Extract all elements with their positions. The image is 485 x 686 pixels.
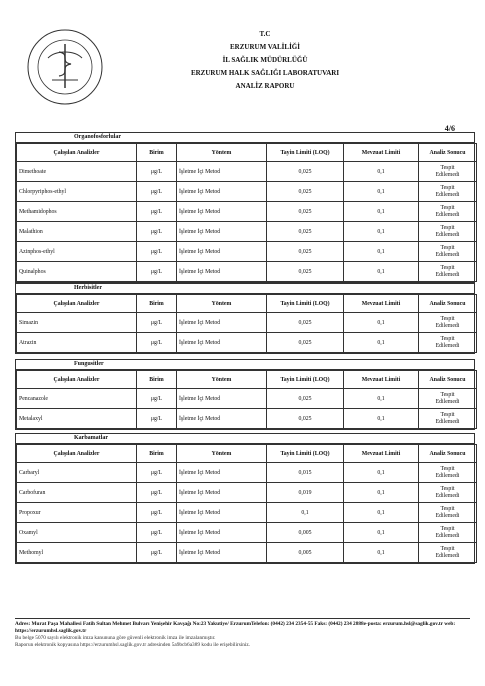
section-title: Organofosforlular [16,133,474,143]
header-line-mudurluk: İL SAĞLIK MÜDÜRLÜĞÜ [222,56,308,64]
column-header: Birim [137,295,177,313]
unit-cell: μg/L [137,182,177,202]
unit-cell: μg/L [137,483,177,503]
table-header-row [17,445,477,463]
result-line-2: Edilemedi [435,271,460,278]
regulation-limit-cell: 0,1 [344,463,419,483]
result-line-2: Edilemedi [435,231,460,238]
regulation-limit-cell: 0,1 [344,162,419,182]
table-row [17,242,477,262]
column-header: Mevzuat Limiti [344,144,419,162]
analyte-name: Methamidophos [17,202,137,222]
result-cell [419,313,477,333]
analyte-name: Azinphos-ethyl [17,242,137,262]
result-cell [419,543,477,563]
analyte-name: Methomyl [17,543,137,563]
analyte-name: Propoxur [17,503,137,523]
analysis-section [15,283,475,354]
result-cell [419,503,477,523]
method-cell: İşletme İçi Metod [177,543,267,563]
section-title: Karbamatlar [16,434,474,444]
table-header-row [17,371,477,389]
analyte-name: Carbaryl [17,463,137,483]
result-cell [419,333,477,353]
column-header: Mevzuat Limiti [344,295,419,313]
report-header [150,28,380,93]
column-header: Analiz Sonucu [419,445,477,463]
footer [15,618,470,649]
ministry-logo-icon [26,28,104,106]
regulation-limit-cell: 0,1 [344,333,419,353]
unit-cell: μg/L [137,242,177,262]
regulation-limit-cell: 0,1 [344,222,419,242]
table-header-row [17,295,477,313]
analyte-name: Pencanazole [17,389,137,409]
section-title: Herbisitler [16,284,474,294]
result-line-2: Edilemedi [435,492,460,499]
loq-cell: 0,015 [267,463,344,483]
table-header-row [17,144,477,162]
result-line-1: Tespit [440,465,455,472]
result-line-1: Tespit [440,391,455,398]
result-line-2: Edilemedi [435,171,460,178]
analysis-section [15,132,475,283]
loq-cell: 0,025 [267,313,344,333]
analyte-name: Carbofuran [17,483,137,503]
regulation-limit-cell: 0,1 [344,389,419,409]
table-row [17,463,477,483]
regulation-limit-cell: 0,1 [344,202,419,222]
column-header: Birim [137,445,177,463]
result-cell [419,202,477,222]
regulation-limit-cell: 0,1 [344,483,419,503]
table-row [17,222,477,242]
loq-cell: 0,025 [267,162,344,182]
table-row [17,202,477,222]
unit-cell: μg/L [137,409,177,429]
analyte-name: Dimethoate [17,162,137,182]
result-line-1: Tespit [440,525,455,532]
regulation-limit-cell: 0,1 [344,313,419,333]
column-header: Tayin Limiti (LOQ) [267,144,344,162]
analysis-table [16,370,477,429]
method-cell: İşletme İçi Metod [177,483,267,503]
analysis-table [16,143,477,282]
loq-cell: 0,025 [267,409,344,429]
analysis-table [16,444,477,563]
result-line-2: Edilemedi [435,322,460,329]
result-line-1: Tespit [440,184,455,191]
header-line-tc: T.C [259,30,271,38]
unit-cell: μg/L [137,262,177,282]
result-line-2: Edilemedi [435,418,460,425]
result-line-1: Tespit [440,204,455,211]
unit-cell: μg/L [137,202,177,222]
column-header: Çalışılan Analizler [17,144,137,162]
table-row [17,333,477,353]
column-header: Analiz Sonucu [419,144,477,162]
result-cell [419,483,477,503]
table-row [17,483,477,503]
result-cell [419,463,477,483]
result-cell [419,262,477,282]
unit-cell: μg/L [137,543,177,563]
analysis-section [15,433,475,564]
loq-cell: 0,025 [267,202,344,222]
result-line-1: Tespit [440,545,455,552]
result-line-2: Edilemedi [435,211,460,218]
footer-verification-note: Raporun elektronik kopyasına https://erzurumhsl.saglik.gov.tr adresinden 5a9bcb6a389 kodu ile erişebilirsiniz. [15,642,251,648]
column-header: Mevzuat Limiti [344,371,419,389]
loq-cell: 0,025 [267,389,344,409]
method-cell: İşletme İçi Metod [177,463,267,483]
table-row [17,262,477,282]
column-header: Analiz Sonucu [419,295,477,313]
analysis-section [15,359,475,430]
analyte-name: Atrazin [17,333,137,353]
method-cell: İşletme İçi Metod [177,313,267,333]
method-cell: İşletme İçi Metod [177,523,267,543]
page-number: 4/6 [444,124,455,133]
result-line-2: Edilemedi [435,251,460,258]
column-header: Birim [137,144,177,162]
result-line-1: Tespit [440,485,455,492]
result-line-1: Tespit [440,264,455,271]
column-header: Yöntem [177,445,267,463]
column-header: Yöntem [177,144,267,162]
loq-cell: 0,025 [267,262,344,282]
column-header: Yöntem [177,371,267,389]
method-cell: İşletme İçi Metod [177,242,267,262]
result-cell [419,222,477,242]
unit-cell: μg/L [137,162,177,182]
loq-cell: 0,005 [267,523,344,543]
unit-cell: μg/L [137,333,177,353]
table-row [17,162,477,182]
analyte-name: Simazin [17,313,137,333]
regulation-limit-cell: 0,1 [344,242,419,262]
method-cell: İşletme İçi Metod [177,333,267,353]
result-line-1: Tespit [440,224,455,231]
result-cell [419,523,477,543]
column-header: Çalışılan Analizler [17,371,137,389]
result-line-1: Tespit [440,505,455,512]
table-row [17,543,477,563]
unit-cell: μg/L [137,222,177,242]
unit-cell: μg/L [137,463,177,483]
column-header: Yöntem [177,295,267,313]
column-header: Birim [137,371,177,389]
result-cell [419,242,477,262]
column-header: Tayin Limiti (LOQ) [267,445,344,463]
result-cell [419,409,477,429]
regulation-limit-cell: 0,1 [344,409,419,429]
result-line-2: Edilemedi [435,472,460,479]
result-cell [419,162,477,182]
regulation-limit-cell: 0,1 [344,523,419,543]
column-header: Tayin Limiti (LOQ) [267,295,344,313]
result-cell [419,182,477,202]
method-cell: İşletme İçi Metod [177,222,267,242]
loq-cell: 0,019 [267,483,344,503]
column-header: Çalışılan Analizler [17,445,137,463]
column-header: Çalışılan Analizler [17,295,137,313]
result-line-1: Tespit [440,411,455,418]
result-line-2: Edilemedi [435,191,460,198]
header-line-report-title: ANALİZ RAPORU [235,82,295,90]
column-header: Mevzuat Limiti [344,445,419,463]
loq-cell: 0,025 [267,182,344,202]
result-line-1: Tespit [440,244,455,251]
method-cell: İşletme İçi Metod [177,262,267,282]
loq-cell: 0,005 [267,543,344,563]
footer-esignature-note: Bu belge 5070 sayılı elektronik imza kanununa göre güvenli elektronik imza ile imzalanmıştır. [15,635,216,641]
loq-cell: 0,1 [267,503,344,523]
regulation-limit-cell: 0,1 [344,182,419,202]
result-line-1: Tespit [440,164,455,171]
loq-cell: 0,025 [267,222,344,242]
result-line-2: Edilemedi [435,512,460,519]
footer-address: Adres: Murat Paşa Mahallesi Fatih Sultan Mehmet Bulvarı Yenişehir Kavşağı No:23 Yakutiye/ ErzurumTelefon: (0442) 234 2354-55 Faks: (0442) 234 2888e-posta: erzurum.hsl@saglik.gov.tr web: https://erzurumhsl.saglik.gov.tr [15,618,470,635]
result-line-1: Tespit [440,315,455,322]
column-header: Analiz Sonucu [419,371,477,389]
regulation-limit-cell: 0,1 [344,262,419,282]
header-line-valilik: ERZURUM VALİLİĞİ [230,43,300,51]
header-line-laboratory: ERZURUM HALK SAĞLIĞI LABORATUVARI [190,69,340,77]
column-header: Tayin Limiti (LOQ) [267,371,344,389]
table-row [17,523,477,543]
result-cell [419,389,477,409]
table-row [17,503,477,523]
table-row [17,389,477,409]
result-line-2: Edilemedi [435,532,460,539]
loq-cell: 0,025 [267,242,344,262]
table-row [17,409,477,429]
table-row [17,182,477,202]
analyte-name: Quinalphos [17,262,137,282]
loq-cell: 0,025 [267,333,344,353]
method-cell: İşletme İçi Metod [177,389,267,409]
method-cell: İşletme İçi Metod [177,409,267,429]
table-row [17,313,477,333]
result-line-2: Edilemedi [435,398,460,405]
analysis-table [16,294,477,353]
analyte-name: Chlorpyriphos-ethyl [17,182,137,202]
unit-cell: μg/L [137,389,177,409]
regulation-limit-cell: 0,1 [344,503,419,523]
unit-cell: μg/L [137,523,177,543]
result-line-2: Edilemedi [435,552,460,559]
method-cell: İşletme İçi Metod [177,503,267,523]
method-cell: İşletme İçi Metod [177,162,267,182]
method-cell: İşletme İçi Metod [177,202,267,222]
regulation-limit-cell: 0,1 [344,543,419,563]
unit-cell: μg/L [137,503,177,523]
analyte-name: Malathion [17,222,137,242]
section-title: Fungusitler [16,360,474,370]
analyte-name: Oxamyl [17,523,137,543]
result-line-2: Edilemedi [435,342,460,349]
method-cell: İşletme İçi Metod [177,182,267,202]
analyte-name: Metalaxyl [17,409,137,429]
result-line-1: Tespit [440,335,455,342]
unit-cell: μg/L [137,313,177,333]
